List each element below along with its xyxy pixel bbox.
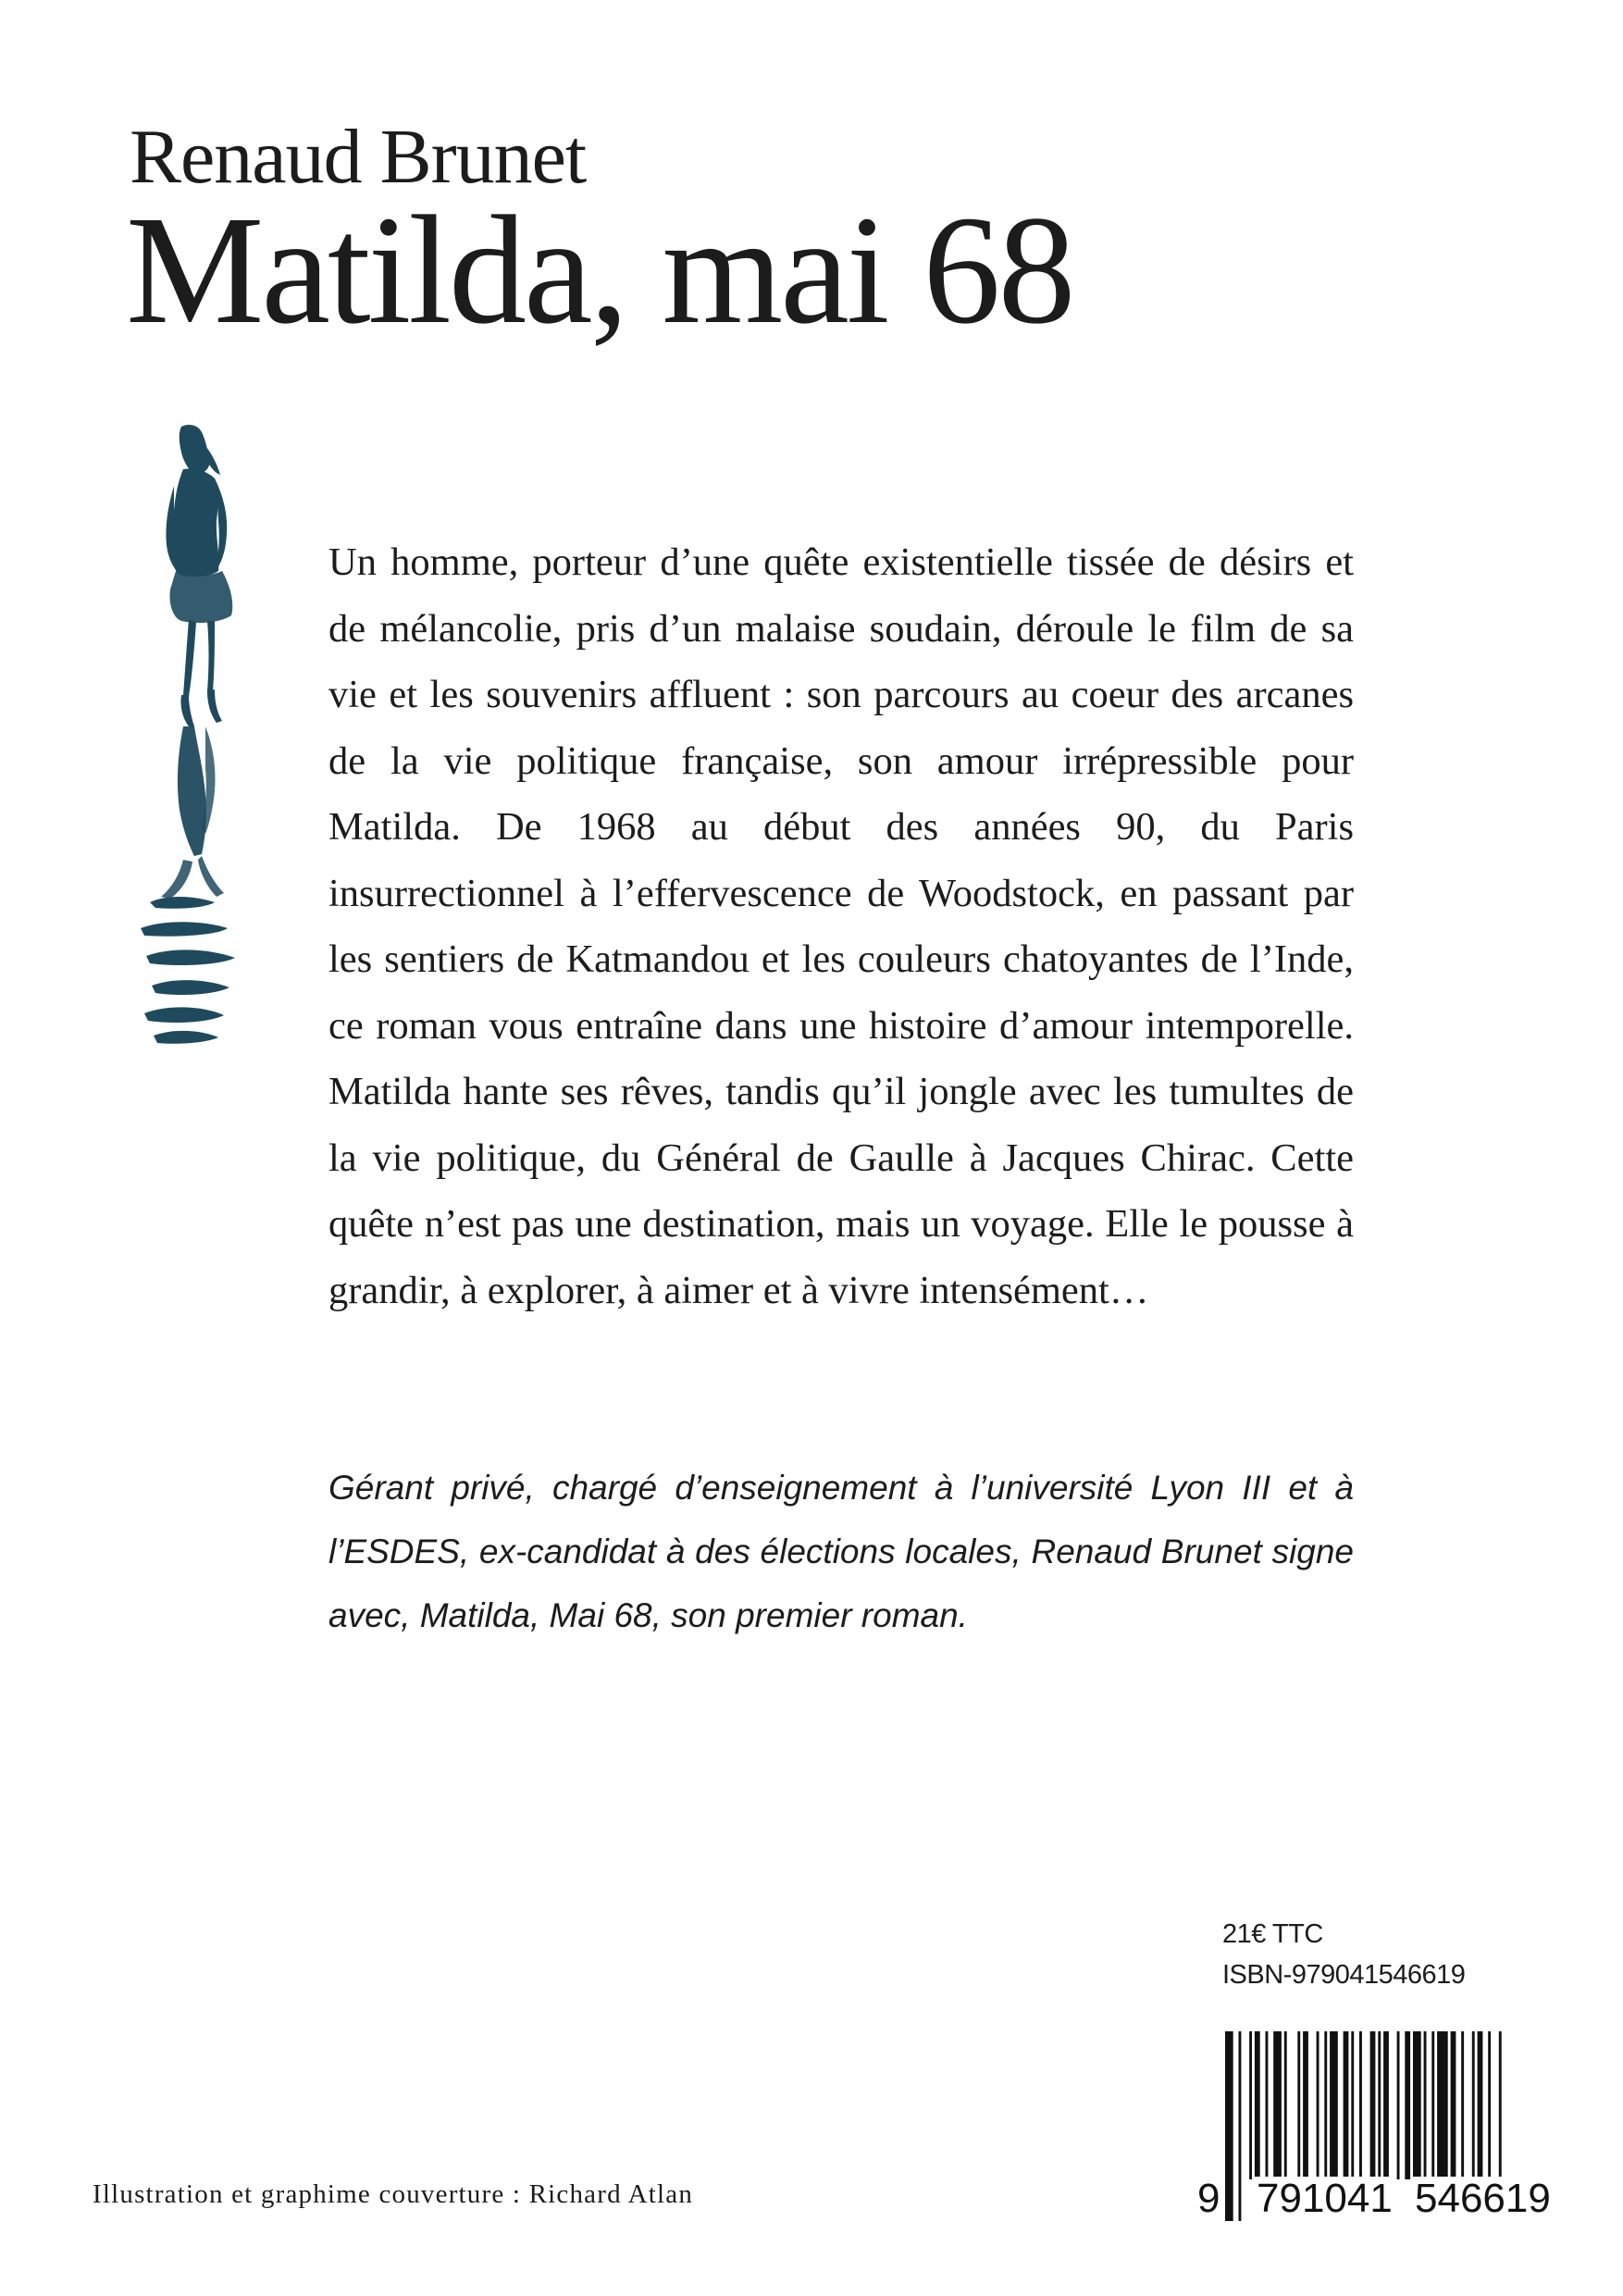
isbn-label: ISBN-979041546619	[1222, 1960, 1466, 1990]
book-summary: Un homme, porteur d’une quête existentielle tissée de désirs et de mélancolie, pris d’un malaise soudain, déroule le film de sa vie et les souvenirs affluent : son parcours au coeur des arcanes de la vie politique française, son amour irrépressible pour Matilda. De 1968 au début des années 90, du Paris insurrectionnel à l’effervescence de Woodstock, en passant par les sentiers de Katmandou et les couleurs chatoyantes de l’Inde, ce roman vous entraîne dans une histoire d’amour intemporelle. Matilda hante ses rêves, tandis qu’il jongle avec les tumultes de la vie politique, du Général de Gaulle à Jacques Chirac. Cette quête n’est pas une destination, mais un voyage. Elle le pousse à grandir, à explorer, à aimer et à vivre intensément…	[328, 540, 1354, 1312]
barcode-bar	[1255, 2031, 1260, 2179]
author-name: Renaud Brunet	[130, 114, 587, 200]
barcode-bar	[1317, 2031, 1319, 2179]
barcode-bar	[1284, 2031, 1287, 2179]
author-bio: Gérant privé, chargé d’enseignement à l’université Lyon III et à l’ESDES, ex-candidat à des élections locales, Renaud Brunet signe avec, Matilda, Mai 68, son premier roman.	[328, 1469, 1354, 1634]
woman-silhouette-illustration	[128, 421, 243, 1050]
barcode-bar	[1324, 2031, 1327, 2179]
barcode-bar	[1413, 2031, 1421, 2179]
cover-credit: Illustration et graphime couverture : Richard Atlan	[93, 2179, 694, 2209]
barcode-bar	[1397, 2031, 1400, 2179]
barcode-bar	[1478, 2031, 1483, 2179]
barcode-bar	[1351, 2031, 1354, 2179]
barcode-bar	[1330, 2031, 1338, 2179]
barcode-bar	[1424, 2031, 1427, 2179]
barcode-bar	[1461, 2031, 1464, 2179]
barcode-bar	[1451, 2031, 1456, 2179]
barcode-bar	[1297, 2031, 1300, 2179]
barcode-bar	[1472, 2031, 1475, 2179]
barcode-bar	[1405, 2031, 1410, 2179]
book-title: Matilda, mai 68	[126, 184, 1073, 356]
barcode-digits	[1194, 2177, 1573, 2221]
barcode-first-digit: 9	[1194, 2177, 1223, 2221]
price-label: 21€ TTC	[1222, 1919, 1323, 1949]
barcode-bar	[1273, 2031, 1282, 2179]
barcode-bar	[1266, 2031, 1269, 2179]
barcode-bar	[1303, 2031, 1308, 2179]
barcode-bar	[1359, 2031, 1362, 2179]
barcode-bar	[1344, 2031, 1349, 2179]
barcode-bar	[1249, 2031, 1252, 2179]
barcode-bar	[1383, 2031, 1389, 2179]
barcode-left-group: 791041	[1253, 2177, 1396, 2221]
barcode-bar	[1437, 2031, 1448, 2179]
barcode-bar	[1431, 2031, 1434, 2179]
barcode-right-group: 546619	[1411, 2177, 1555, 2221]
